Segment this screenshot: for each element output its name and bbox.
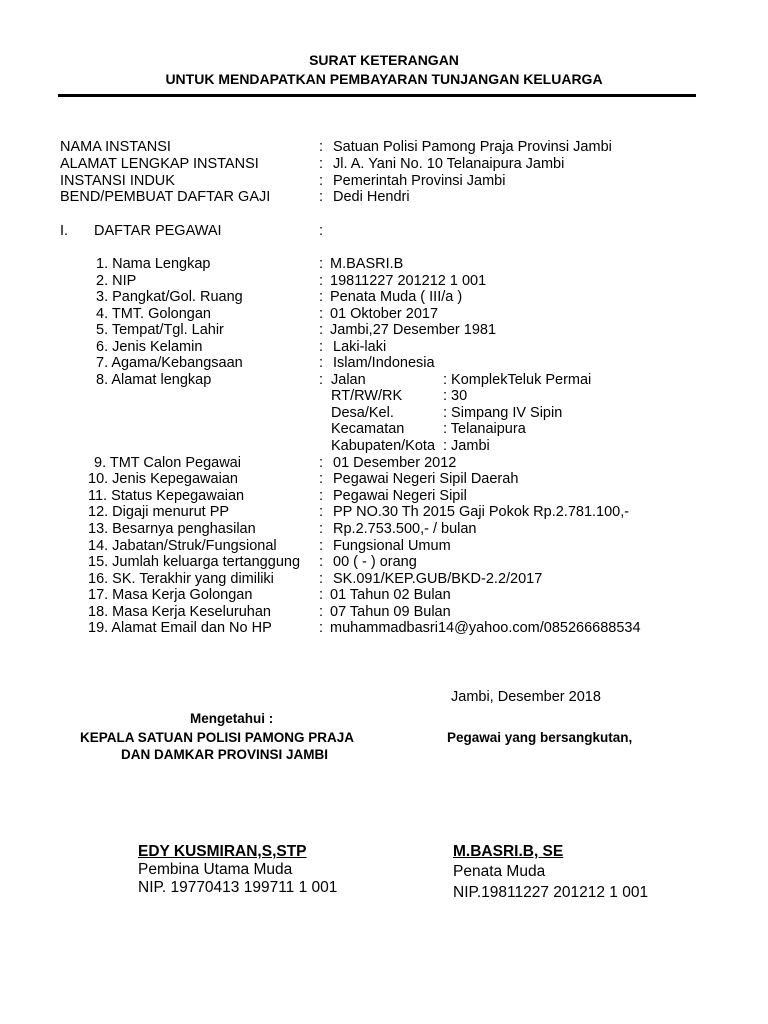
pegawai-label: 14. Jabatan/Struk/Fungsional <box>88 538 277 554</box>
left-signatory-name: EDY KUSMIRAN,S,STP <box>138 843 307 860</box>
colon: : <box>319 455 324 471</box>
pegawai-label: 5. Tempat/Tgl. Lahir <box>96 322 224 338</box>
pegawai-value: Jambi,27 Desember 1981 <box>330 322 497 338</box>
pegawai-label: 1. Nama Lengkap <box>96 256 211 272</box>
colon: : <box>319 471 324 487</box>
pegawai-label: 3. Pangkat/Gol. Ruang <box>96 289 243 305</box>
alamat-value: : Telanaipura <box>443 421 526 437</box>
instansi-bend-value: Dedi Hendri <box>333 189 410 205</box>
pegawai-label: 17. Masa Kerja Golongan <box>88 587 253 603</box>
pegawai-value: SK.091/KEP.GUB/BKD-2.2/2017 <box>333 571 543 587</box>
colon: : <box>319 339 324 355</box>
alamat-label: Kecamatan <box>331 421 405 437</box>
place-date: Jambi, Desember 2018 <box>451 689 601 705</box>
pegawai-value: 01 Desember 2012 <box>333 455 457 471</box>
pegawai-label: 9. TMT Calon Pegawai <box>94 455 241 471</box>
pegawai-title: Pegawai yang bersangkutan, <box>447 730 633 745</box>
pegawai-label: 4. TMT. Golongan <box>96 306 211 322</box>
colon: : <box>319 620 324 636</box>
pegawai-label: 15. Jumlah keluarga tertanggung <box>88 554 301 570</box>
pegawai-label: 7. Agama/Kebangsaan <box>96 355 243 371</box>
colon: : <box>319 587 324 603</box>
instansi-nama-label: NAMA INSTANSI <box>60 139 171 155</box>
kepala-title-line2: DAN DAMKAR PROVINSI JAMBI <box>121 747 329 762</box>
alamat-value: : Simpang IV Sipin <box>443 405 563 421</box>
pegawai-value: muhammadbasri14@yahoo.com/085266688534 <box>330 620 641 636</box>
colon: : <box>319 554 324 570</box>
pegawai-label: 11. Status Kepegawaian <box>88 488 245 504</box>
pegawai-label: 18. Masa Kerja Keseluruhan <box>88 604 271 620</box>
pegawai-value: 00 ( - ) orang <box>333 554 417 570</box>
right-signatory-rank: Penata Muda <box>453 863 546 880</box>
pegawai-value: Laki-laki <box>333 339 387 355</box>
colon: : <box>319 156 324 172</box>
instansi-nama-value: Satuan Polisi Pamong Praja Provinsi Jambi <box>333 139 612 155</box>
colon: : <box>319 306 324 322</box>
alamat-label: Desa/Kel. <box>331 405 394 421</box>
colon: : <box>319 289 324 305</box>
pegawai-label: 16. SK. Terakhir yang dimiliki <box>88 571 274 587</box>
pegawai-label: 10. Jenis Kepegawaian <box>88 471 238 487</box>
instansi-alamat-label: ALAMAT LENGKAP INSTANSI <box>60 156 259 172</box>
pegawai-value: PP NO.30 Th 2015 Gaji Pokok Rp.2.781.100,- <box>333 504 630 520</box>
colon: : <box>319 604 324 620</box>
pegawai-label: 6. Jenis Kelamin <box>96 339 203 355</box>
instansi-induk-value: Pemerintah Provinsi Jambi <box>333 173 506 189</box>
colon: : <box>319 189 324 205</box>
pegawai-label: 8. Alamat lengkap <box>96 372 212 388</box>
colon: : <box>319 538 324 554</box>
colon: : <box>319 273 324 289</box>
pegawai-value: Pegawai Negeri Sipil <box>333 488 467 504</box>
colon: : <box>319 223 324 239</box>
pegawai-value: Islam/Indonesia <box>333 355 435 371</box>
alamat-label: Kabupaten/Kota <box>331 438 436 454</box>
colon: : <box>319 322 324 338</box>
alamat-label: RT/RW/RK <box>331 388 403 404</box>
pegawai-value: Fungsional Umum <box>333 538 451 554</box>
kepala-title-line1: KEPALA SATUAN POLISI PAMONG PRAJA <box>80 730 355 745</box>
pegawai-value: M.BASRI.B <box>330 256 404 272</box>
pegawai-value: 01 Oktober 2017 <box>330 306 439 322</box>
right-signatory-nip: NIP.19811227 201212 1 001 <box>453 884 649 901</box>
instansi-bend-label: BEND/PEMBUAT DAFTAR GAJI <box>60 189 271 205</box>
colon: : <box>319 256 324 272</box>
pegawai-value: 07 Tahun 09 Bulan <box>330 604 451 620</box>
colon: : <box>319 488 324 504</box>
alamat-value: : KomplekTeluk Permai <box>443 372 592 388</box>
pegawai-value: Penata Muda ( III/a ) <box>330 289 463 305</box>
left-signatory-nip: NIP. 19770413 199711 1 001 <box>138 879 338 896</box>
pegawai-value: 19811227 201212 1 001 <box>330 273 487 289</box>
pegawai-value: 01 Tahun 02 Bulan <box>330 587 451 603</box>
pegawai-label: 12. Digaji menurut PP <box>88 504 230 520</box>
document-subtitle: UNTUK MENDAPATKAN PEMBAYARAN TUNJANGAN KELUARGA <box>165 71 603 87</box>
pegawai-value: Pegawai Negeri Sipil Daerah <box>333 471 519 487</box>
section-number: I. <box>60 223 69 239</box>
pegawai-label: 13. Besarnya penghasilan <box>88 521 256 537</box>
document-title: SURAT KETERANGAN <box>309 52 459 68</box>
alamat-label: Jalan <box>331 372 366 388</box>
instansi-induk-label: INSTANSI INDUK <box>60 173 175 189</box>
colon: : <box>319 504 324 520</box>
instansi-alamat-value: Jl. A. Yani No. 10 Telanaipura Jambi <box>333 156 565 172</box>
colon: : <box>319 173 324 189</box>
pegawai-value: Rp.2.753.500,- / bulan <box>333 521 477 537</box>
mengetahui-label: Mengetahui : <box>190 711 274 726</box>
left-signatory-rank: Pembina Utama Muda <box>138 861 293 878</box>
colon: : <box>319 571 324 587</box>
pegawai-label: 19. Alamat Email dan No HP <box>88 620 272 636</box>
colon: : <box>319 139 324 155</box>
colon: : <box>319 372 324 388</box>
alamat-value: : 30 <box>443 388 468 404</box>
header-rule <box>58 94 696 97</box>
pegawai-label: 2. NIP <box>96 273 137 289</box>
colon: : <box>319 355 324 371</box>
colon: : <box>319 521 324 537</box>
right-signatory-name: M.BASRI.B, SE <box>453 843 564 860</box>
alamat-value: : Jambi <box>443 438 490 454</box>
section-title: DAFTAR PEGAWAI <box>94 223 222 239</box>
